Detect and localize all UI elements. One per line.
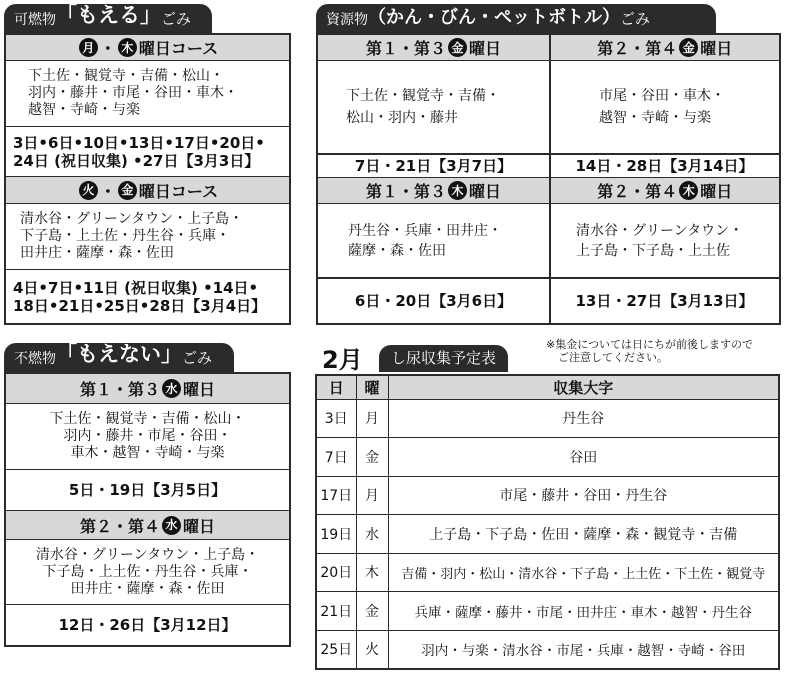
burnable-course1-header — [6, 35, 289, 61]
burnable-tab-suffix: ごみ — [161, 10, 192, 28]
area-line: 市尾・谷田・車木・ — [599, 88, 725, 104]
resources-header-4 — [551, 177, 780, 204]
thu-icon: 木 — [118, 38, 137, 57]
nonburnable-dates-1 — [6, 470, 289, 511]
nonburnable-tab-big: 「もえない」 — [56, 342, 182, 366]
resources-header-1 — [318, 35, 549, 61]
note-line: ご注意してください。 — [558, 351, 668, 364]
row-weekday: 金 — [356, 592, 388, 631]
burnable-course2-areas — [6, 204, 289, 270]
col-weekday: 曜 — [356, 375, 388, 399]
burnable-course2-dates — [6, 270, 289, 323]
date-line: 3日•6日•10日•13日•17日•20日• — [13, 133, 265, 152]
row-areas: 市尾・藤井・谷田・丹生谷 — [388, 476, 779, 515]
row-day: 7日 — [316, 438, 356, 477]
nonburnable-areas-1 — [6, 404, 289, 470]
nonburnable-dates-2 — [6, 605, 289, 645]
fri-icon: 金 — [679, 38, 698, 57]
row-day: 25日 — [316, 630, 356, 669]
area-line: 清水谷・グリーンタウン・上子島・ — [20, 211, 244, 227]
row-day: 20日 — [316, 553, 356, 592]
wed-icon: 水 — [162, 516, 181, 535]
resources-dates-4 — [550, 278, 779, 323]
table-row — [316, 592, 779, 631]
row-day: 19日 — [316, 515, 356, 554]
date-line: 4日•7日•11日 (祝日収集) •14日• — [13, 278, 259, 297]
hdr-post: 曜日 — [700, 182, 733, 201]
row-weekday: 火 — [356, 630, 388, 669]
burnable-course1-dates — [6, 127, 289, 177]
row-areas: 谷田 — [388, 438, 779, 477]
collection-note — [546, 338, 753, 364]
mon-icon: 月 — [79, 38, 98, 57]
nonburnable-tab — [4, 343, 234, 373]
area-line: 越智・寺崎・与楽 — [28, 102, 140, 118]
col-areas: 収集大字 — [388, 375, 779, 399]
hdr-pre: 第１・第３ — [365, 39, 446, 58]
hdr-post: 曜日 — [183, 380, 216, 399]
row-weekday: 金 — [356, 438, 388, 477]
hdr-pre: 第２・第４ — [79, 516, 160, 536]
date-text: 5日・19日【3月5日】 — [68, 481, 227, 499]
hdr-pre: 第２・第４ — [597, 39, 678, 58]
area-line: 清水谷・グリーンタウン・上子島・ — [35, 546, 260, 563]
row-areas: 丹生谷 — [388, 399, 779, 438]
area-line: 下子島・上土佐・丹生谷・兵庫・ — [42, 563, 253, 580]
fri-icon: 金 — [118, 181, 137, 200]
resources-box — [316, 33, 781, 325]
burnable-tab-big: 「もえる」 — [56, 3, 161, 27]
nonburnable-tab-suffix: ごみ — [182, 349, 213, 367]
date-text: 7日・21日【3月7日】 — [354, 157, 513, 175]
area-line: 薩摩・森・佐田 — [348, 242, 446, 259]
burnable-tab — [4, 4, 212, 34]
resources-areas-2 — [550, 61, 779, 153]
hdr-pre: 第１・第３ — [365, 182, 446, 201]
hdr-post: 曜日 — [183, 516, 216, 536]
row-weekday: 水 — [356, 515, 388, 554]
hdr-post: 曜日 — [700, 39, 733, 58]
table-row — [316, 438, 779, 477]
burnable-course1-areas — [6, 61, 289, 127]
table-row — [316, 399, 779, 438]
nonburnable-tab-prefix: 不燃物 — [14, 351, 56, 367]
burnable-tab-prefix: 可燃物 — [14, 12, 56, 28]
month-label: 2月 — [322, 346, 363, 374]
resources-areas-1 — [318, 61, 549, 153]
area-line: 越智・寺崎・与楽 — [599, 110, 711, 126]
burnable-box — [4, 33, 291, 325]
area-line: 清水谷・グリーンタウン・ — [576, 222, 744, 239]
hdr-pre: 第２・第４ — [597, 182, 678, 201]
nonburnable-header-1 — [6, 374, 289, 404]
table-row — [316, 553, 779, 592]
nonburnable-box — [4, 372, 291, 647]
date-text: 12日・26日【3月12日】 — [58, 616, 237, 634]
tue-icon: 火 — [79, 181, 98, 200]
course2-label: 曜日コース — [138, 181, 219, 201]
burnable-course2-header — [6, 177, 289, 204]
hdr-post: 曜日 — [469, 182, 502, 201]
note-line: ※集金については日にちが前後しますので — [546, 338, 753, 351]
resources-tab-prefix: 資源物 — [326, 12, 368, 28]
night-soil-table — [315, 374, 780, 670]
row-weekday: 木 — [356, 553, 388, 592]
resources-tab — [316, 4, 716, 34]
area-line: 田井庄・薩摩・森・佐田 — [70, 580, 225, 597]
wed-icon: 水 — [162, 379, 181, 398]
night-soil-title: し尿収集予定表 — [379, 345, 508, 372]
row-day: 17日 — [316, 476, 356, 515]
date-line: 24日 (祝日収集) •27日【3月3日】 — [13, 151, 260, 170]
row-weekday: 月 — [356, 476, 388, 515]
area-line: 羽内・藤井・市尾・谷田・ — [63, 428, 232, 444]
nonburnable-header-2 — [6, 511, 289, 540]
row-areas: 吉備・羽内・松山・清水谷・下子島・上土佐・下土佐・観覚寺 — [388, 553, 779, 592]
table-header-row — [316, 375, 779, 399]
area-line: 下土佐・観覚寺・吉備・松山・ — [28, 68, 224, 84]
area-line: 下土佐・観覚寺・吉備・ — [346, 88, 500, 104]
hdr-post: 曜日 — [469, 39, 502, 58]
area-line: 車木・越智・寺崎・与楽 — [70, 445, 225, 461]
resources-dates-1 — [318, 154, 549, 178]
resources-dates-2 — [550, 154, 779, 178]
resources-tab-big: （かん・びん・ペットボトル） — [368, 7, 620, 28]
table-row — [316, 515, 779, 554]
thu-icon: 木 — [679, 181, 698, 200]
row-day: 3日 — [316, 399, 356, 438]
area-line: 下子島・上土佐・丹生谷・兵庫・ — [20, 228, 230, 244]
date-text: 14日・28日【3月14日】 — [575, 157, 754, 175]
area-line: 上子島・下子島・上土佐 — [576, 242, 730, 259]
nonburnable-areas-2 — [6, 540, 289, 605]
row-areas: 羽内・与楽・清水谷・市尾・兵庫・越智・寺崎・谷田 — [388, 630, 779, 669]
area-line: 松山・羽内・藤井 — [346, 110, 458, 126]
area-line: 下土佐・観覚寺・吉備・松山・ — [49, 411, 246, 427]
table-row — [316, 630, 779, 669]
resources-tab-suffix: ごみ — [620, 10, 651, 28]
row-areas: 兵庫・薩摩・藤井・市尾・田井庄・車木・越智・丹生谷 — [388, 592, 779, 631]
row-areas: 上子島・下子島・佐田・薩摩・森・観覚寺・吉備 — [388, 515, 779, 554]
col-day: 日 — [316, 375, 356, 399]
row-weekday: 月 — [356, 399, 388, 438]
row-day: 21日 — [316, 592, 356, 631]
date-text: 13日・27日【3月13日】 — [575, 291, 754, 310]
resources-areas-4 — [550, 204, 779, 277]
date-text: 6日・20日【3月6日】 — [354, 291, 513, 310]
area-line: 丹生谷・兵庫・田井庄・ — [348, 222, 502, 239]
hdr-pre: 第１・第３ — [79, 380, 160, 399]
fri-icon: 金 — [448, 38, 467, 57]
course2-sep: ・ — [99, 181, 116, 201]
course1-label: 曜日コース — [138, 39, 219, 58]
date-line: 18日•21日•25日•28日【3月4日】 — [13, 296, 267, 315]
course1-sep: ・ — [99, 39, 116, 58]
resources-header-3 — [318, 177, 549, 204]
resources-dates-3 — [318, 278, 549, 323]
area-line: 羽内・藤井・市尾・谷田・車木・ — [28, 85, 238, 101]
area-line: 田井庄・薩摩・森・佐田 — [20, 245, 174, 261]
thu-icon: 木 — [448, 181, 467, 200]
resources-header-2 — [551, 35, 780, 61]
resources-areas-3 — [318, 204, 549, 277]
table-row — [316, 476, 779, 515]
